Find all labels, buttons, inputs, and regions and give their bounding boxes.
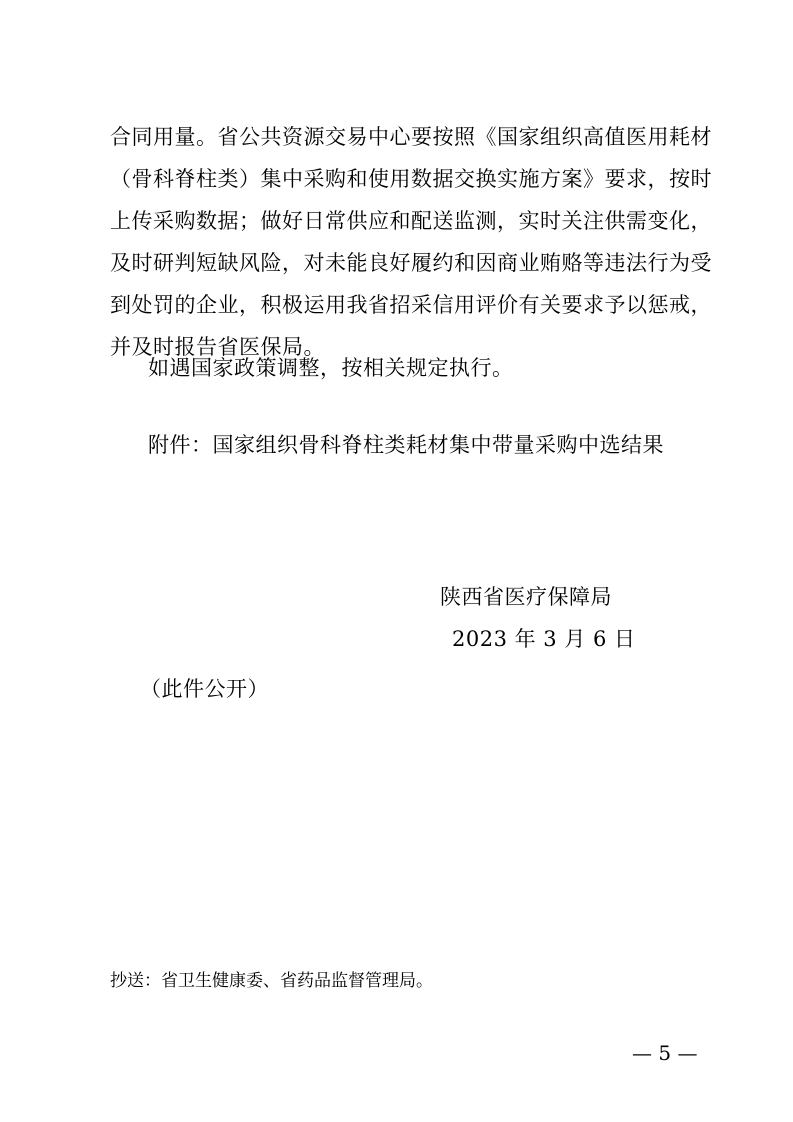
paragraph-line-1: 合同用量。省公共资源交易中心要按照《国家组织高值医用耗材 [110, 125, 712, 149]
attachment-line: 附件：国家组织骨科脊柱类耗材集中带量采购中选结果 [148, 433, 664, 457]
disclosure-note: （此件公开） [140, 677, 269, 701]
issuer-name: 陕西省医疗保障局 [440, 585, 612, 609]
paragraph-line-4: 及时研判短缺风险，对未能良好履约和因商业贿赂等违法行为受 [110, 251, 712, 275]
issue-date: 2023 年 3 月 6 日 [452, 627, 636, 651]
cc-line: 抄送：省卫生健康委、省药品监督管理局。 [110, 971, 433, 991]
paragraph-line-6: 并及时报告省医保局。 [110, 335, 325, 359]
paragraph-line-5: 到处罚的企业，积极运用我省招采信用评价有关要求予以惩戒， [110, 293, 712, 317]
paragraph-line-2: （骨科脊柱类）集中采购和使用数据交换实施方案》要求，按时 [110, 167, 712, 191]
page-number: — 5 — [632, 1041, 698, 1065]
policy-note: 如遇国家政策调整，按相关规定执行。 [148, 356, 514, 380]
paragraph-line-3: 上传采购数据；做好日常供应和配送监测，实时关注供需变化， [110, 209, 712, 233]
